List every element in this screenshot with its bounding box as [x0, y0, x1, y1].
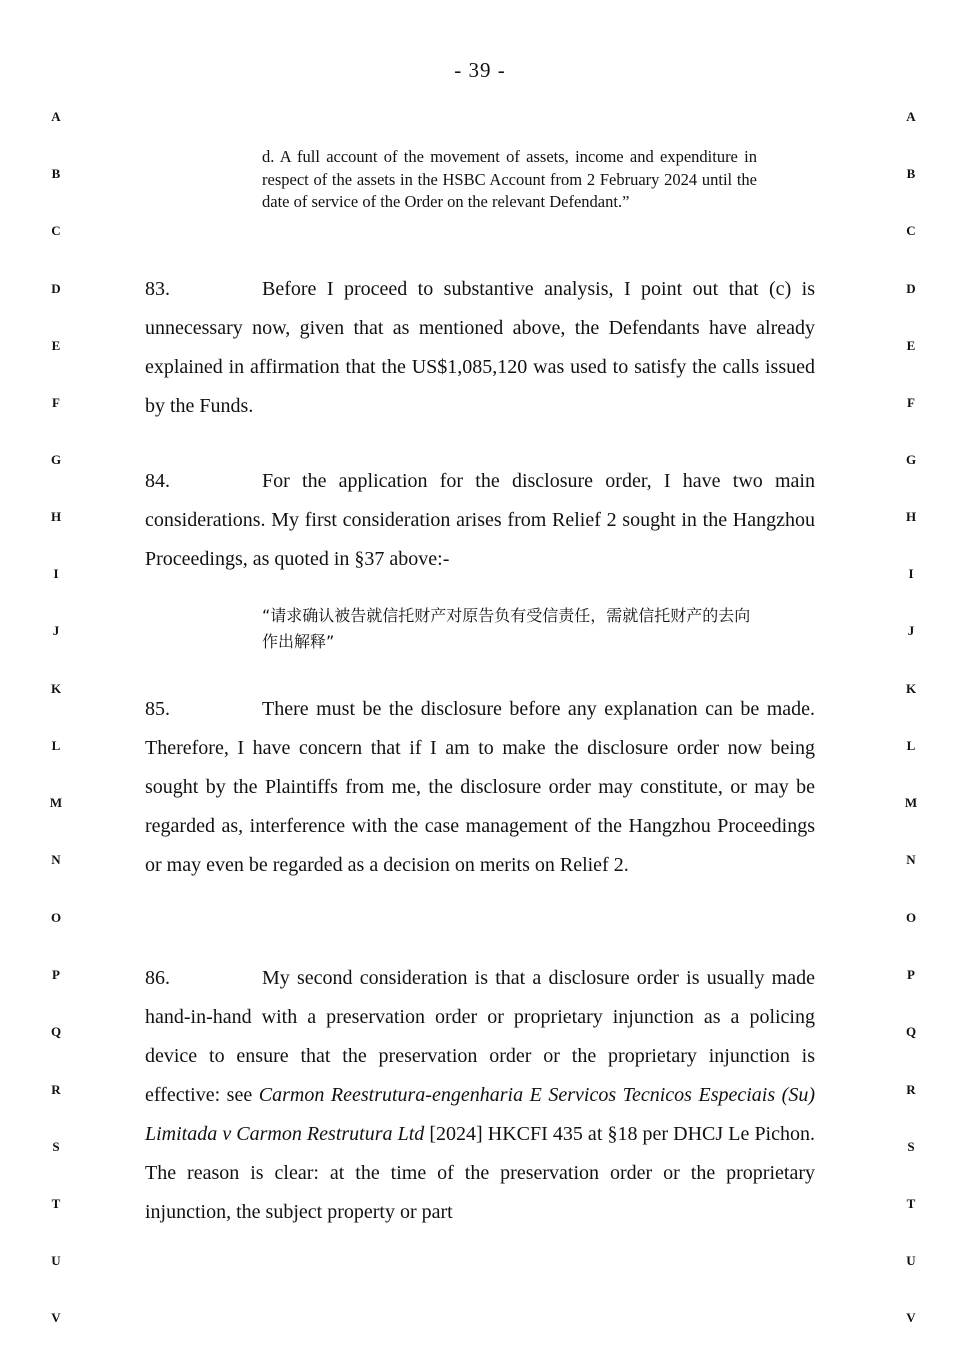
margin-letter: T [906, 1196, 916, 1211]
margin-letter: V [906, 1310, 916, 1325]
margin-letter: N [906, 852, 916, 867]
margin-letter: D [906, 281, 916, 296]
paragraph-text: Before I proceed to substantive analysis, I point out that (c) is unnecessary now, given that as mentioned above, the Defendants have already explained in affirmation that the US$1,085,120 was used to satisfy the calls issued by the Funds. [145, 278, 815, 417]
margin-letter: C [51, 223, 61, 238]
margin-letter: N [51, 852, 61, 867]
margin-letter: F [52, 395, 60, 410]
margin-letter: S [52, 1139, 60, 1154]
margin-letter: L [906, 738, 916, 753]
margin-letter: R [51, 1082, 61, 1097]
margin-letter: B [51, 166, 61, 181]
case-citation: Carmon Reestrutura-engenharia E Servicos Tecnicos Especiais (Su) Limitada v Carmon Restrutura Ltd [145, 1084, 815, 1145]
margin-letter: J [907, 623, 915, 638]
margin-letter: O [50, 910, 62, 925]
page-number: - 39 - [454, 58, 506, 82]
margin-letter: F [907, 395, 915, 410]
margin-letter: I [53, 566, 59, 581]
margin-letter: K [50, 681, 62, 696]
margin-letter: R [906, 1082, 916, 1097]
margin-letter: B [906, 166, 916, 181]
margin-letter: O [905, 910, 917, 925]
margin-letter: D [51, 281, 61, 296]
paragraph-text-continued: [2024] HKCFI 435 at §18 per DHCJ Le Pichon. The reason is clear: at the time of the preservation order or the proprietary injunction, the subject property or part [145, 1123, 815, 1223]
margin-letter: T [51, 1196, 61, 1211]
paragraph-83 [145, 270, 815, 426]
margin-letter: M [49, 795, 63, 810]
paragraph-number: 84. [145, 470, 170, 492]
margin-letter: S [907, 1139, 915, 1154]
margin-letter: U [51, 1253, 61, 1268]
paragraph-84 [145, 462, 815, 579]
margin-letter: H [905, 509, 917, 524]
margin-letter: H [50, 509, 62, 524]
margin-letter: E [906, 338, 916, 353]
paragraph-text: For the application for the disclosure order, I have two main considerations. My first consideration arises from Relief 2 sought in the Hangzhou Proceedings, as quoted in §37 above:- [145, 470, 815, 570]
margin-letter: A [906, 109, 916, 124]
margin-letter: G [905, 452, 917, 467]
margin-letter: E [51, 338, 61, 353]
paragraph-85 [145, 690, 815, 885]
paragraph-number: 86. [145, 967, 170, 989]
margin-letter: C [906, 223, 916, 238]
quote-chinese: “请求确认被告就信托财产对原告负有受信责任，需就信托财产的去向作出解释” [262, 606, 751, 651]
quote-item-d: d. A full account of the movement of assets, income and expenditure in respect of the assets in the HSBC Account from 2 February 2024 until the date of service of the Order on the relevant Defendant.” [262, 147, 757, 211]
paragraph-text: My second consideration is that a disclosure order is usually made hand-in-hand with a preservation order or proprietary injunction as a policing device to ensure that the preservation order or the proprietary injunction is effective: see [145, 967, 815, 1106]
margin-letter: K [905, 681, 917, 696]
margin-letter: P [52, 967, 60, 982]
margin-letter: U [906, 1253, 916, 1268]
paragraph-number: 85. [145, 698, 170, 720]
margin-letter: G [50, 452, 62, 467]
paragraph-86 [145, 959, 815, 1232]
margin-letter: M [904, 795, 918, 810]
paragraph-number: 83. [145, 278, 170, 300]
margin-letter: L [51, 738, 61, 753]
margin-letter: V [51, 1310, 61, 1325]
margin-letter: Q [905, 1024, 917, 1039]
margin-letter: J [52, 623, 60, 638]
margin-letter: I [908, 566, 914, 581]
paragraph-text: There must be the disclosure before any explanation can be made. Therefore, I have concern that if I am to make the disclosure order now being sought by the Plaintiffs from me, the disclosure order may constitute, or may be regarded as, interference with the case management of the Hangzhou Proceedings or may even be regarded as a decision on merits on Relief 2. [145, 698, 815, 876]
margin-letter: P [907, 967, 915, 982]
margin-letter: Q [50, 1024, 62, 1039]
margin-letter: A [51, 109, 61, 124]
